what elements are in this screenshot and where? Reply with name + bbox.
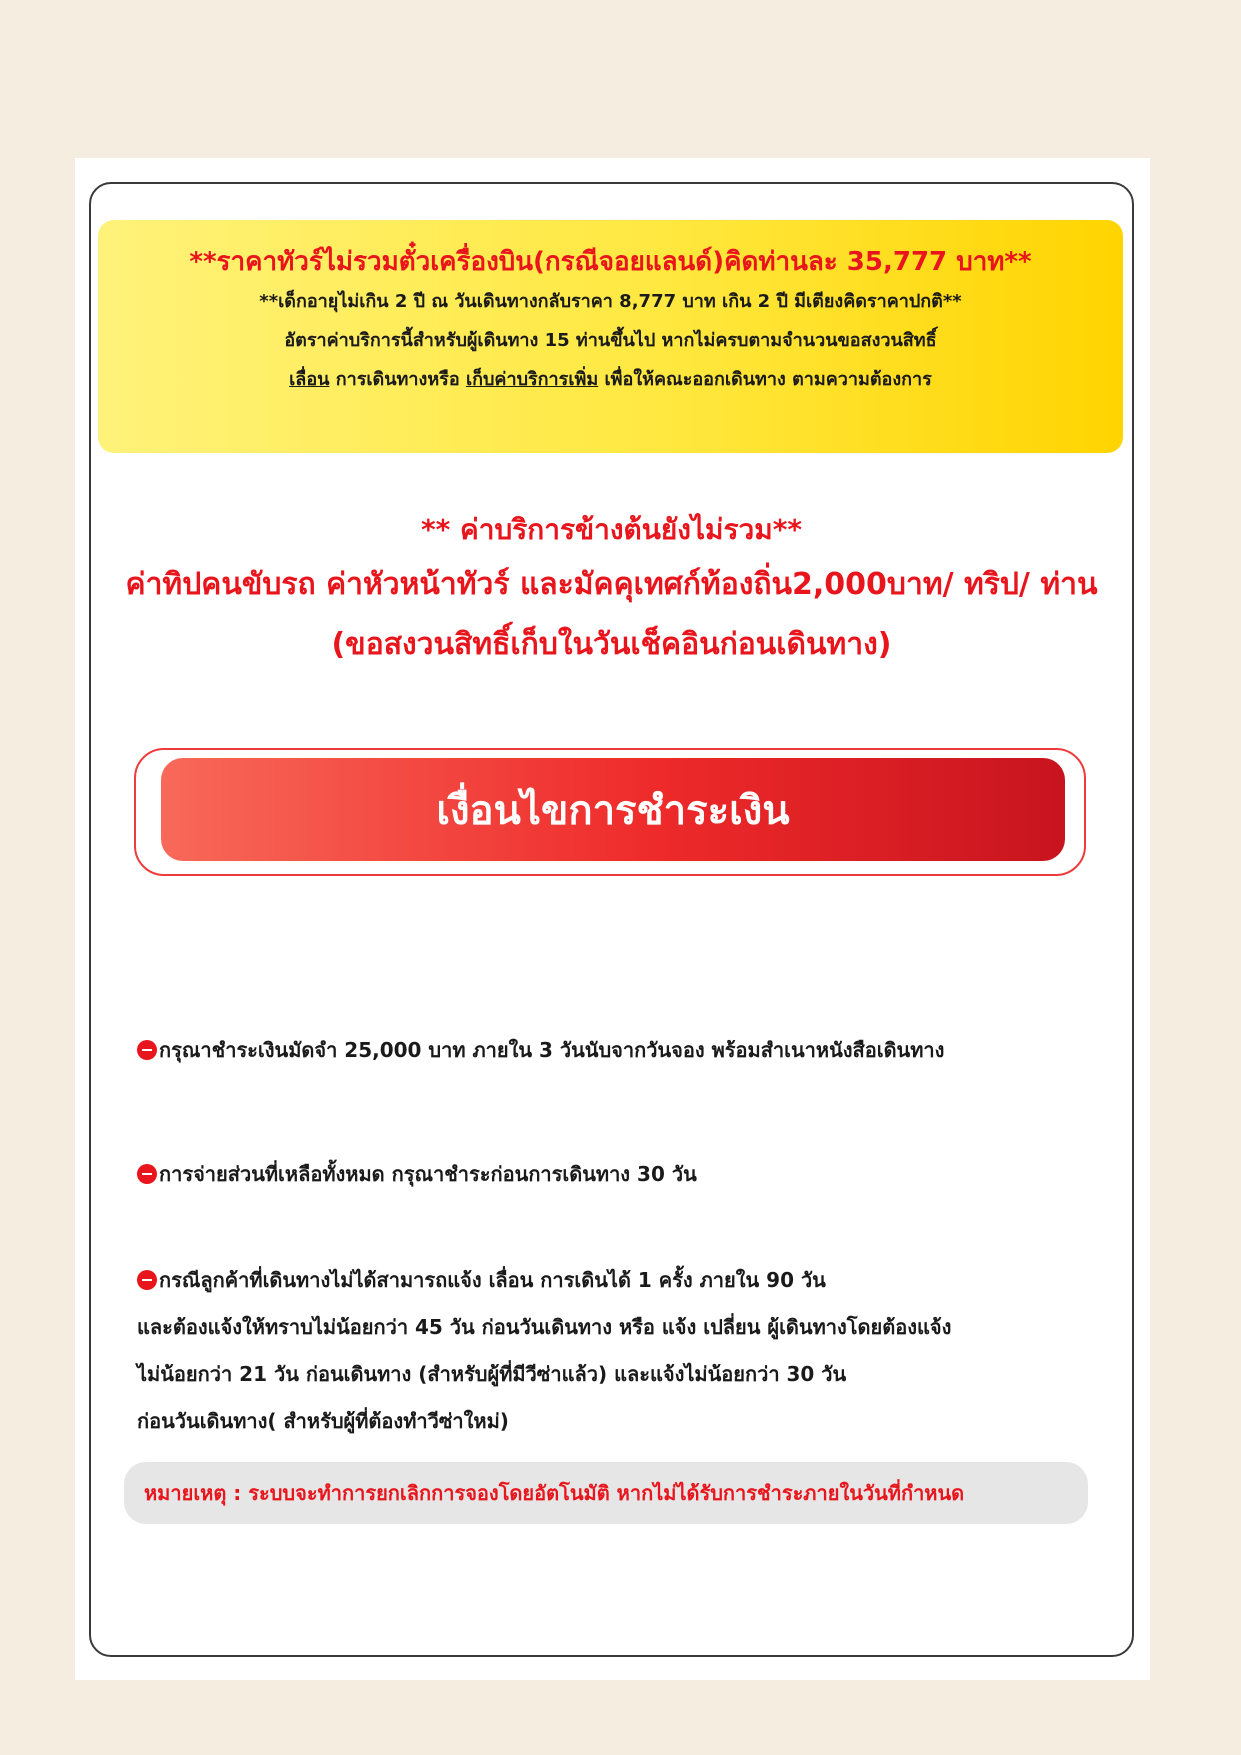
postpone-line-1: กรณีลูกค้าที่เดินทางไม่ได้สามารถแจ้ง เลื่อน การเดินได้ 1 ครั้ง ภายใน 90 วัน: [159, 1268, 826, 1292]
list-item: [137, 1257, 1117, 1304]
postpone-line-4: ก่อนวันเดินทาง( สำหรับผู้ที่ต้องทำวีซ่าใหม่): [137, 1409, 509, 1433]
postpone-line-2: และต้องแจ้งให้ทราบไม่น้อยกว่า 45 วัน ก่อนวันเดินทาง หรือ แจ้ง เปลี่ยน ผู้เดินทางโดยต้องแจ้ง: [137, 1315, 952, 1339]
remark-note: หมายเหตุ : ระบบจะทำการยกเลิกการจองโดยอัตโนมัติ หากไม่ได้รับการชำระภายในวันที่กำหนด: [124, 1462, 1088, 1524]
bullet-icon: [137, 1040, 157, 1060]
postpone-text: เลื่อน: [289, 369, 330, 390]
postpone-line-3: ไม่น้อยกว่า 21 วัน ก่อนเดินทาง (สำหรับผู้ที่มีวีซ่าแล้ว) และแจ้งไม่น้อยกว่า 30 วัน: [137, 1362, 847, 1386]
payment-item-postpone: [137, 1257, 1117, 1445]
tip-fee-text: ค่าทิปคนขับรถ ค่าหัวหน้าทัวร์ และมัคคุเทศก์ท้องถิ่น2,000บาท/ ทริป/ ท่าน: [125, 567, 1098, 602]
reserve-rights-text-1: การเดินทางหรือ: [329, 369, 466, 390]
service-fee-heading: ** ค่าบริการข้างต้นยังไม่รวม**: [421, 513, 802, 546]
price-notice-title: **ราคาทัวร์ไม่รวมตั๋วเครื่องบิน(กรณีจอยแลนด์)คิดท่านละ 35,777 บาท**: [189, 247, 1032, 277]
reserve-rights-text-2: เพื่อให้คณะออกเดินทาง ตามความต้องการ: [598, 369, 932, 390]
child-price-note: **เด็กอายุไม่เกิน 2 ปี ณ วันเดินทางกลับราคา 8,777 บาท เกิน 2 ปี มีเตียงคิดราคาปกติ**: [259, 291, 962, 312]
group-size-note: อัตราค่าบริการนี้สำหรับผู้เดินทาง 15 ท่านขึ้นไป หากไม่ครบตามจำนวนขอสงวนสิทธิ์: [284, 330, 937, 351]
extra-charge-text: เก็บค่าบริการเพิ่ม: [465, 369, 599, 390]
deposit-text: กรุณาชำระเงินมัดจำ 25,000 บาท ภายใน 3 วันนับจากวันจอง พร้อมสำเนาหนังสือเดินทาง: [159, 1038, 945, 1062]
balance-text: การจ่ายส่วนที่เหลือทั้งหมด กรุณาชำระก่อนการเดินทาง 30 วัน: [159, 1162, 697, 1186]
payment-heading: เงื่อนไขการชำระเงิน: [161, 758, 1065, 861]
service-fee-section: [89, 505, 1134, 675]
payment-item-balance: [137, 1151, 1117, 1198]
checkin-collection-note: (ขอสงวนสิทธิ์เก็บในวันเช็คอินก่อนเดินทาง): [331, 627, 892, 662]
reserve-rights-note: [98, 360, 1123, 399]
price-notice-box: [98, 220, 1123, 453]
list-item: [137, 1151, 1117, 1198]
bullet-icon: [137, 1270, 157, 1290]
payment-item-deposit: [137, 1027, 1117, 1074]
list-item: [137, 1027, 1117, 1074]
bullet-icon: [137, 1164, 157, 1184]
